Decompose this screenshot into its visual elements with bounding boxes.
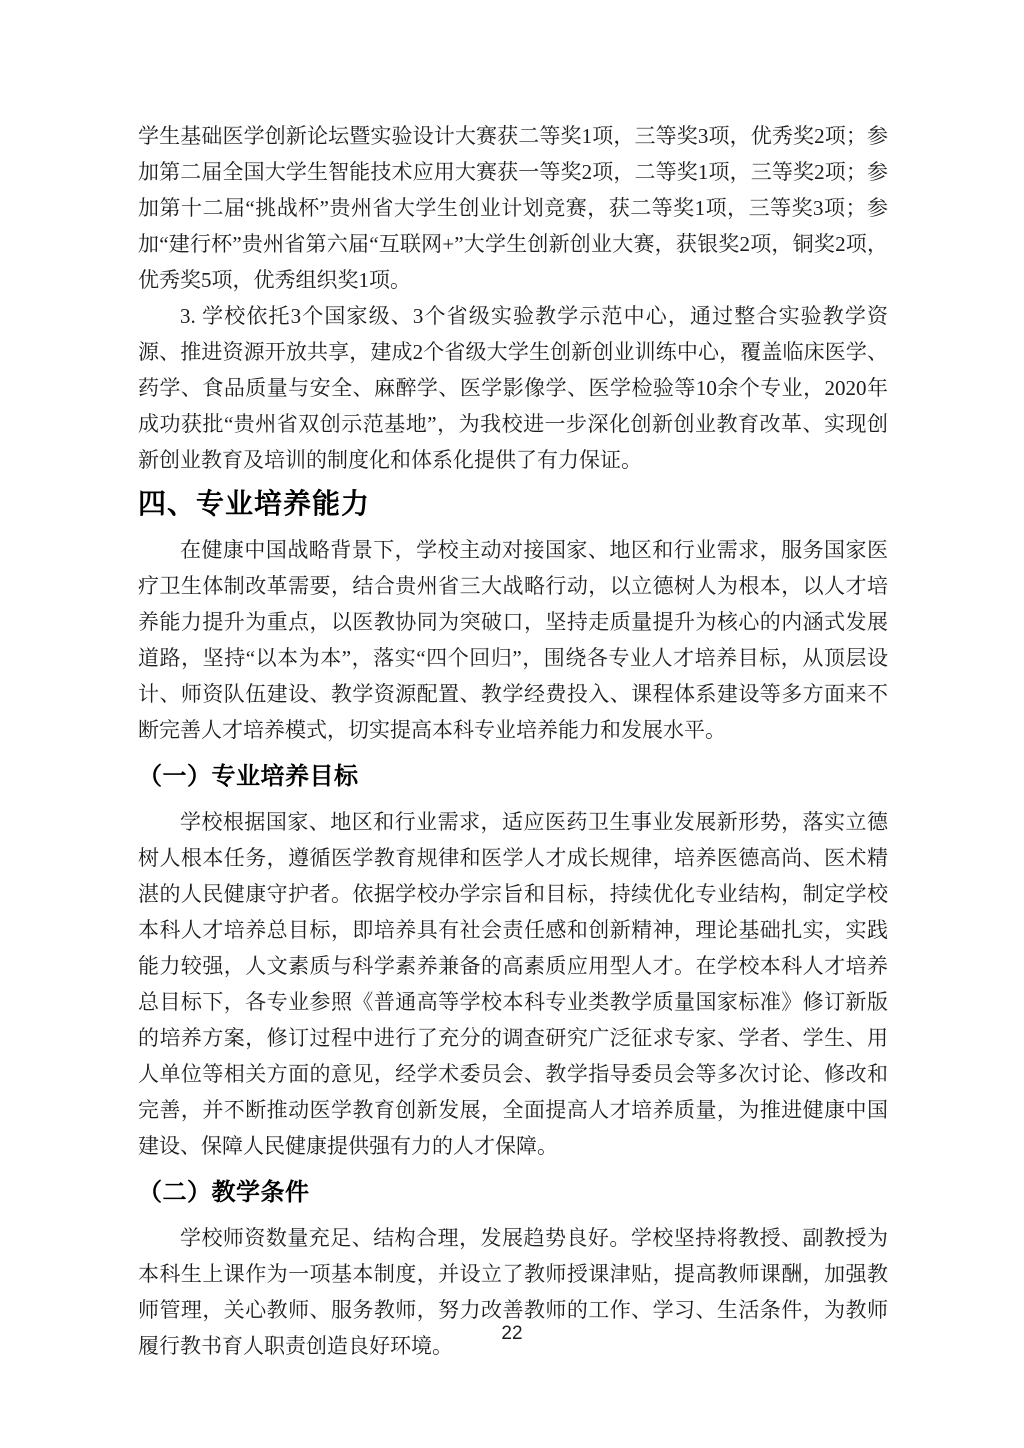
paragraph-training-goals: 学校根据国家、地区和行业需求，适应医药卫生事业发展新形势，落实立德树人根本任务，遵循医学教育规律和医学人才成长规律，培养医德高尚、医术精湛的人民健康守护者。依据学校办学宗旨和目标，持续优化专业结构，制定学校本科人才培养总目标，即培养具有社会责任感和创新精神，理论基础扎实，实践能力较强，人文素质与科学素养兼备的高素质应用型人才。在学校本科人才培养总目标下，各专业参照《普通高等学校本科专业类教学质量国家标准》修订新版的培养方案，修订过程中进行了充分的调查研究广泛征求专家、学者、学生、用人单位等相关方面的意见，经学术委员会、教学指导委员会等多次讨论、修改和完善，并不断推动医学教育创新发展，全面提高人才培养质量，为推进健康中国建设、保障人民健康提供强有力的人才保障。 — [138, 810, 888, 1158]
section-heading-professional-training-capacity: 四、专业培养能力 — [138, 488, 371, 519]
paragraph-item-3: 3. 学校依托3个国家级、3个省级实验教学示范中心，通过整合实验教学资源、推进资源开放共享，建成2个省级大学生创新创业训练中心，覆盖临床医学、药学、食品质量与安全、麻醉学、医学影像学、医学检验等10余个专业，2020年成功获批“贵州省双创示范基地”，为我校进一步深化创新创业教育改革、实现创新创业教育及培训的制度化和体系化提供了有力保证。 — [138, 304, 888, 472]
page-content — [138, 118, 888, 1364]
paragraph-teaching-conditions: 学校师资数量充足、结构合理，发展趋势良好。学校坚持将教授、副教授为本科生上课作为一项基本制度，并设立了教师授课津贴，提高教师课酬，加强教师管理，关心教师、服务教师，努力改善教师的工作、学习、生活条件，为教师履行教书育人职责创造良好环境。 — [138, 1226, 888, 1358]
subsection-heading-training-goals: （一）专业培养目标 — [138, 763, 359, 790]
subsection-heading-teaching-conditions: （二）教学条件 — [138, 1179, 310, 1206]
paragraph-awards-continuation: 学生基础医学创新论坛暨实验设计大赛获二等奖1项，三等奖3项，优秀奖2项；参加第二届全国大学生智能技术应用大赛获一等奖2项，二等奖1项，三等奖2项；参加第十二届“挑战杯”贵州省大学生创业计划竞赛，获二等奖1项，三等奖3项；参加“建行杯”贵州省第六届“互联网+”大学生创新创业大赛，获银奖2项，铜奖2项，优秀奖5项，优秀组织奖1项。 — [138, 124, 888, 292]
paragraph-section4-intro: 在健康中国战略背景下，学校主动对接国家、地区和行业需求，服务国家医疗卫生体制改革需要，结合贵州省三大战略行动，以立德树人为根本，以人才培养能力提升为重点，以医教协同为突破口，坚持走质量提升为核心的内涵式发展道路，坚持“以本为本”，落实“四个回归”，围绕各专业人才培养目标，从顶层设计、师资队伍建设、教学资源配置、教学经费投入、课程体系建设等多方面来不断完善人才培养模式，切实提高本科专业培养能力和发展水平。 — [138, 538, 888, 742]
page-number: 22 — [501, 1323, 523, 1344]
